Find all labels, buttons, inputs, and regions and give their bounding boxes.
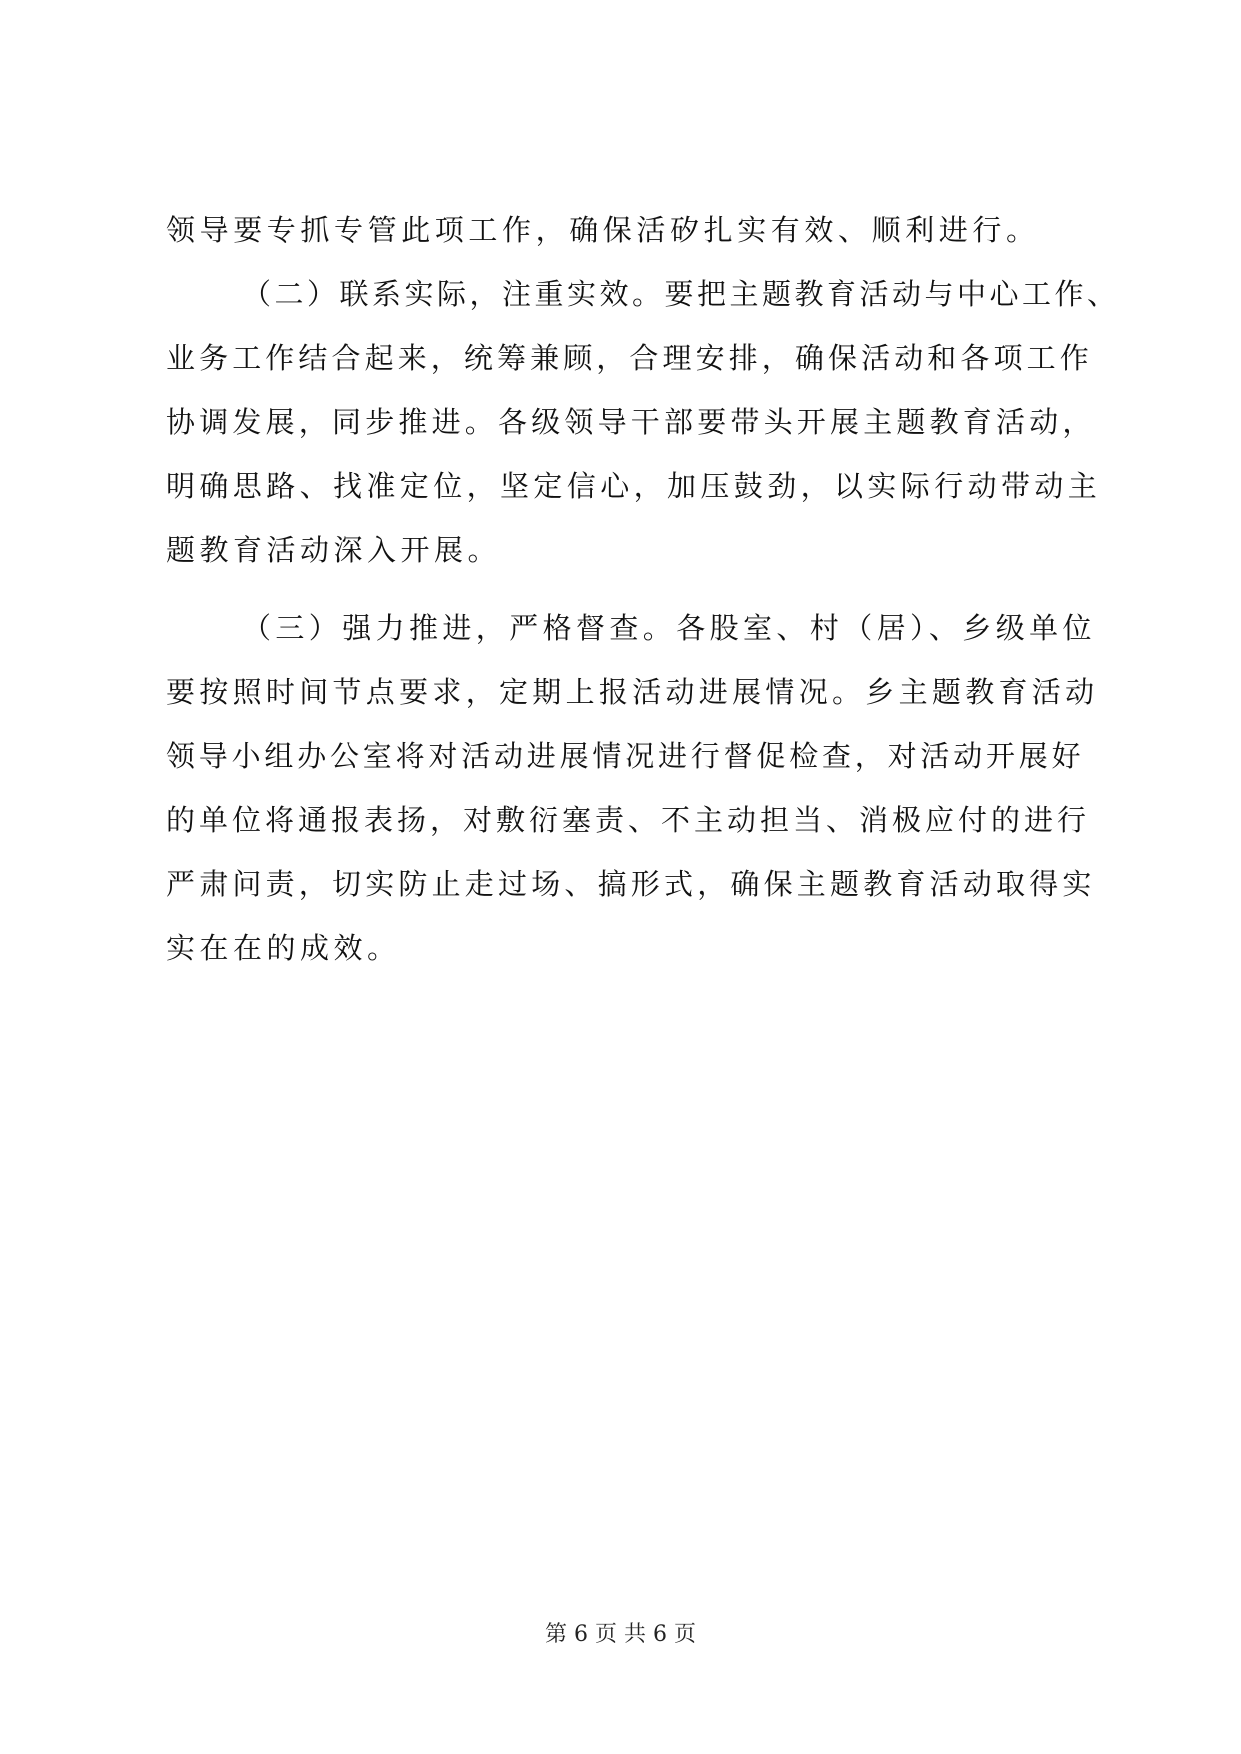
paragraph-line-10: 的单位将通报表扬，对敷衍塞责、不主动担当、消极应付的进行	[166, 803, 1091, 837]
page-number-footer: 第 6 页 共 6 页	[545, 1622, 696, 1647]
paragraph-line-3: 业务工作结合起来，统筹兼顾，合理安排，确保活动和各项工作	[166, 341, 1093, 375]
paragraph-line-4: 协调发展，同步推进。各级领导干部要带头开展主题教育活动，	[166, 405, 1096, 439]
paragraph-line-5: 明确思路、找准定位，坚定信心，加压鼓劲，以实际行动带动主	[166, 469, 1102, 503]
paragraph-line-12: 实在在的成效。	[166, 931, 401, 965]
paragraph-line-11: 严肃问责，切实防止走过场、搞形式，确保主题教育活动取得实	[166, 867, 1096, 901]
paragraph-line-6: 题教育活动深入开展。	[166, 533, 502, 567]
paragraph-line-9: 领导小组办公室将对活动进展情况进行督促检查，对活动开展好	[166, 739, 1085, 773]
paragraph-line-2: （二）联系实际，注重实效。要把主题教育活动与中心工作、	[242, 277, 1120, 311]
paragraph-line-8: 要按照时间节点要求，定期上报活动进展情况。乡主题教育活动	[166, 675, 1099, 709]
paragraph-line-1: 领导要专抓专管此项工作，确保活矽扎实有效、顺利进行。	[166, 213, 1040, 247]
paragraph-line-7: （三）强力推进，严格督查。各股室、村（居）、乡级单位	[242, 611, 1096, 645]
